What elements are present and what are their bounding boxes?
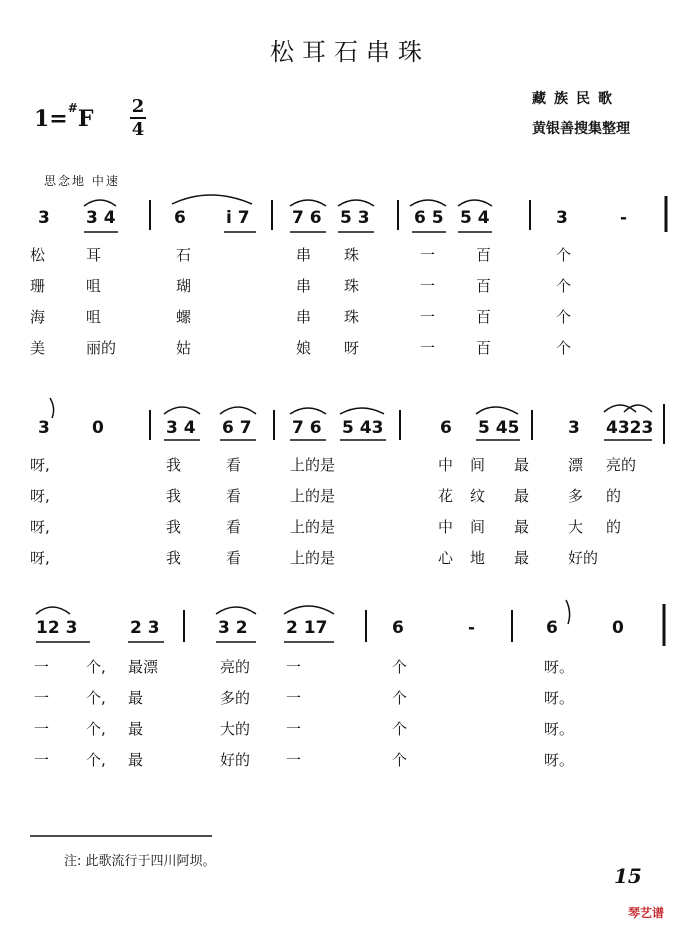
slur — [216, 607, 256, 614]
lyric-syllable: 最 — [514, 549, 530, 567]
note-group: - — [620, 208, 628, 228]
note-group: 12 3 — [36, 618, 78, 638]
lyric-syllable: 一 — [420, 308, 436, 326]
note-group: 3 — [556, 208, 568, 228]
lyric-syllable: 最 — [128, 720, 144, 738]
note-group: 2 3 — [130, 618, 160, 638]
lyric-syllable: 呀。 — [544, 689, 575, 707]
note-group: 6 — [174, 208, 186, 228]
lyric-syllable: 看 — [226, 487, 242, 505]
genre-label: 藏族民歌 — [532, 91, 620, 107]
lyric-syllable: 最 — [514, 518, 530, 536]
lyric-syllable: 个 — [392, 720, 408, 738]
lyric-syllable: 丽的 — [86, 339, 117, 357]
note-group: 3 4 — [86, 208, 116, 228]
lyric-syllable: 我 — [166, 518, 182, 536]
lyric-syllable: 最 — [128, 751, 144, 769]
lyric-syllable: 个, — [86, 751, 106, 769]
lyric-syllable: 多 — [568, 487, 584, 505]
key-label: 1= — [34, 106, 68, 132]
lyric-syllable: 大 — [568, 518, 584, 536]
note-group: 7 6 — [292, 208, 322, 228]
tempo-marking: 思念地 中速 — [44, 174, 120, 188]
lyric-syllable: 我 — [166, 487, 182, 505]
lyric-syllable: 串 — [296, 308, 312, 326]
slur — [458, 200, 492, 206]
lyric-syllable: 间 — [470, 456, 486, 474]
lyric-syllable: 瑚 — [176, 277, 192, 295]
lyric-syllable: 看 — [226, 518, 242, 536]
lyric-syllable: 百 — [476, 308, 492, 326]
slur — [290, 408, 326, 414]
lyric-syllable: 呀, — [30, 456, 50, 474]
key-sharp: # — [67, 100, 78, 115]
lyric-syllable: 亮的 — [606, 456, 637, 474]
slur — [340, 408, 384, 414]
lyric-syllable: 我 — [166, 456, 182, 474]
lyric-syllable: 个, — [86, 689, 106, 707]
lyric-syllable: 的 — [606, 518, 622, 536]
lyric-syllable: 最 — [514, 456, 530, 474]
slur — [476, 407, 518, 414]
watermark-logo: 琴艺谱 — [628, 906, 665, 920]
lyric-syllable: 一 — [34, 720, 50, 738]
lyric-syllable: 海 — [30, 308, 46, 326]
lyric-syllable: 好的 — [568, 549, 599, 567]
lyric-syllable: 一 — [420, 246, 436, 264]
lyric-syllable: 上的是 — [290, 487, 336, 505]
note-group: 6 — [392, 618, 404, 638]
lyric-syllable: 娘 — [296, 339, 312, 357]
lyric-syllable: 上的是 — [290, 549, 336, 567]
note-group: 5 3 — [340, 208, 370, 228]
slur — [410, 200, 446, 206]
note-group: - — [468, 618, 476, 638]
lyric-syllable: 一 — [286, 658, 302, 676]
note-group: 6 5 — [414, 208, 444, 228]
lyric-syllable: 间 — [470, 518, 486, 536]
lyric-syllable: 最 — [128, 689, 144, 707]
lyric-syllable: 地 — [470, 549, 486, 567]
lyric-syllable: 心 — [438, 549, 454, 567]
lyric-syllable: 个, — [86, 720, 106, 738]
lyric-syllable: 百 — [476, 277, 492, 295]
lyric-syllable: 呀。 — [544, 751, 575, 769]
page-number: 15 — [614, 864, 642, 888]
slur — [36, 607, 70, 614]
note-group: 0 — [612, 618, 624, 638]
slur — [338, 200, 374, 206]
lyric-syllable: 姑 — [176, 339, 192, 357]
collector-label: 黄银善搜集整理 — [532, 121, 630, 137]
note-group: 0 — [92, 418, 104, 438]
lyric-syllable: 个 — [392, 751, 408, 769]
lyric-syllable: 个 — [556, 339, 572, 357]
note-group: 5 43 — [342, 418, 384, 438]
lyric-syllable: 最漂 — [128, 658, 159, 676]
slur — [172, 195, 252, 204]
lyric-syllable: 串 — [296, 246, 312, 264]
lyric-syllable: 珠 — [344, 277, 360, 295]
lyric-syllable: 一 — [286, 689, 302, 707]
note-group: 3 2 — [218, 618, 248, 638]
lyric-syllable: 串 — [296, 277, 312, 295]
note-group: 6 — [440, 418, 452, 438]
lyric-syllable: 看 — [226, 549, 242, 567]
lyric-syllable: 螺 — [176, 308, 192, 326]
note-group: 2 17 — [286, 618, 328, 638]
lyric-syllable: 的 — [606, 487, 622, 505]
lyric-syllable: 纹 — [470, 487, 486, 505]
lyric-syllable: 大的 — [220, 720, 251, 738]
note-group: 3 — [38, 208, 50, 228]
note-group: 6 7 — [222, 418, 252, 438]
lyric-syllable: 中 — [438, 518, 454, 536]
lyric-syllable: 最 — [514, 487, 530, 505]
lyric-syllable: 个 — [556, 246, 572, 264]
footnote: 注: 此歌流行于四川阿坝。 — [64, 854, 216, 869]
lyric-syllable: 看 — [226, 456, 242, 474]
key-note: F — [77, 106, 94, 132]
lyric-syllable: 个, — [86, 658, 106, 676]
lyric-syllable: 美 — [30, 339, 46, 357]
lyric-syllable: 呀, — [30, 549, 50, 567]
lyric-syllable: 石 — [176, 246, 192, 264]
lyric-syllable: 一 — [286, 751, 302, 769]
lyric-syllable: 咀 — [86, 308, 102, 326]
note-group: i 7 — [226, 208, 250, 228]
lyric-syllable: 百 — [476, 339, 492, 357]
lyric-syllable: 中 — [438, 456, 454, 474]
note-group: 5 45 — [478, 418, 520, 438]
time-top: 2 — [131, 96, 145, 117]
lyric-syllable: 个 — [392, 658, 408, 676]
note-group: 7 6 — [292, 418, 322, 438]
lyric-syllable: 呀。 — [544, 720, 575, 738]
lyric-syllable: 我 — [166, 549, 182, 567]
note-group: 5 4 — [460, 208, 490, 228]
lyric-syllable: 呀 — [344, 339, 360, 357]
lyric-syllable: 咀 — [86, 277, 102, 295]
lyric-syllable: 个 — [392, 689, 408, 707]
note-group: 3 — [568, 418, 580, 438]
lyric-syllable: 上的是 — [290, 518, 336, 536]
lyric-syllable: 个 — [556, 277, 572, 295]
note-group: 3 — [38, 418, 50, 438]
slur — [84, 200, 116, 206]
lyric-syllable: 呀, — [30, 487, 50, 505]
slur — [220, 407, 256, 414]
slur — [164, 407, 200, 414]
lyric-syllable: 亮的 — [220, 658, 251, 676]
lyric-syllable: 上的是 — [290, 456, 336, 474]
lyric-syllable: 好的 — [220, 751, 251, 769]
lyric-syllable: 花 — [438, 487, 454, 505]
lyric-syllable: 一 — [34, 751, 50, 769]
lyric-syllable: 珊 — [30, 277, 46, 295]
lyric-syllable: 一 — [34, 689, 50, 707]
lyric-syllable: 珠 — [344, 308, 360, 326]
note-group: 4323 — [606, 418, 654, 438]
lyric-syllable: 一 — [286, 720, 302, 738]
lyric-syllable: 珠 — [344, 246, 360, 264]
note-group: 6 — [546, 618, 558, 638]
time-bottom: 4 — [131, 119, 145, 140]
lyric-syllable: 个 — [556, 308, 572, 326]
note-group: 3 4 — [166, 418, 196, 438]
lyric-syllable: 一 — [420, 339, 436, 357]
lyric-syllable: 百 — [476, 246, 492, 264]
lyric-syllable: 呀, — [30, 518, 50, 536]
lyric-syllable: 一 — [420, 277, 436, 295]
song-title: 松耳石串珠 — [270, 38, 430, 66]
lyric-syllable: 多的 — [220, 689, 251, 707]
slur — [284, 606, 334, 614]
lyric-syllable: 一 — [34, 658, 50, 676]
lyric-syllable: 松 — [30, 246, 46, 264]
lyric-syllable: 呀。 — [544, 658, 575, 676]
lyric-syllable: 漂 — [568, 456, 584, 474]
lyric-syllable: 耳 — [86, 246, 102, 264]
slur — [290, 200, 326, 206]
